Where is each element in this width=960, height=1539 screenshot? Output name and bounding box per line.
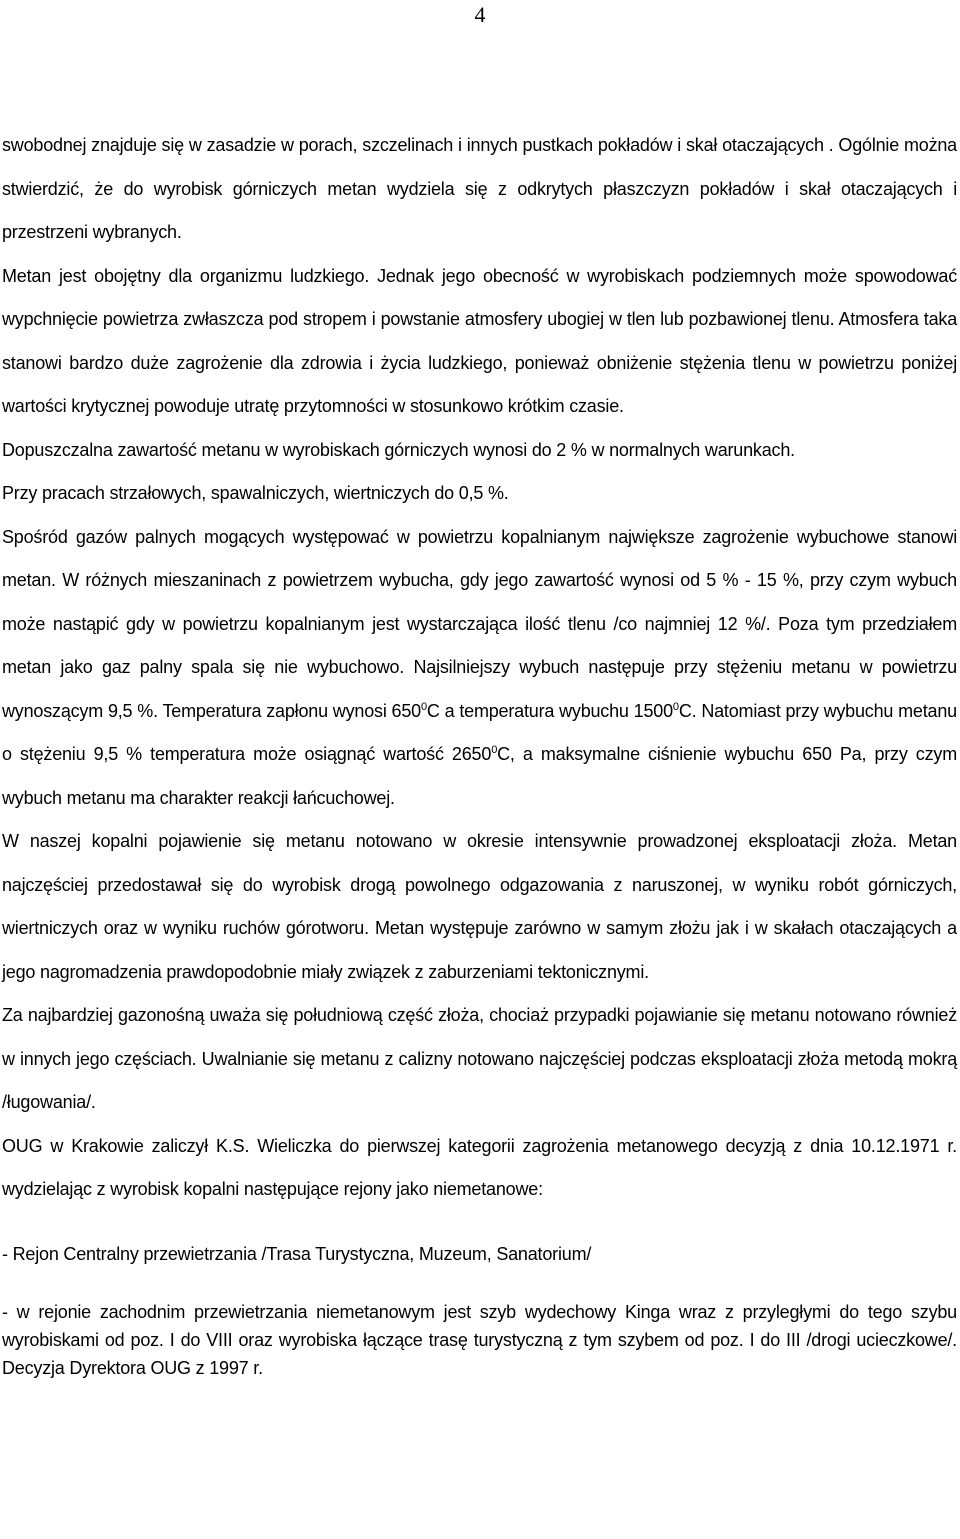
list-item: - w rejonie zachodnim przewietrzania niemetanowym jest szyb wydechowy Kinga wraz z przyległymi do tego szybu wyrobiskami od poz. I do VIII oraz wyrobiska łączące trasę turystyczną z tym szybem od poz. I do III /drogi ucieczkowe/. Decyzja Dyrektora OUG z 1997 r. — [2, 1301, 957, 1378]
explosion-text-c: C. Natomiast przy wybuchu metanu o stężeniu 9,5 % temperatura może osiągnąć wartość 2650 — [2, 700, 957, 764]
paragraph-oug-decision: OUG w Krakowie zaliczył K.S. Wieliczka do pierwszej kategorii zagrożenia metanowego decyzją z dnia 10.12.1971 r. wydzielając z wyrobisk kopalni następujące rejony jako niemetanowe: — [2, 1135, 957, 1199]
paragraph-blasting-works: Przy pracach strzałowych, spawalniczych, wiertniczych do 0,5 %. — [2, 483, 509, 503]
superscript-degree-2: 0 — [672, 700, 679, 713]
paragraph-explosion-hazard — [2, 516, 957, 821]
paragraph-methane-health: Metan jest obojętny dla organizmu ludzkiego. Jednak jego obecność w wyrobiskach podziemnych może spowodować wypchnięcie powietrza zwłaszcza pod stropem i powstanie atmosfery ubogiej w tlen lub pozbawionej tlenu. Atmosfera taka stanowi bardzo duże zagrożenie dla zdrowia i życia ludzkiego, ponieważ obniżenie stężenia tlenu w powietrzu poniżej wartości krytycznej powoduje utratę przytomności w stosunkowo krótkim czasie. — [2, 265, 957, 416]
page-number: 4 — [474, 2, 486, 27]
paragraph-allowed-concentration: Dopuszczalna zawartość metanu w wyrobiskach górniczych wynosi do 2 % w normalnych warunkach. — [2, 439, 795, 460]
paragraph-gas-bearing-zone: Za najbardziej gazonośną uważa się południową część złoża, chociaż przypadki pojawianie się metanu notowano również w innych jego częściach. Uwalnianie się metanu z calizny notowano najczęściej podczas eksploatacji złoża metodą mokrą /ługowania/. — [2, 1005, 957, 1112]
paragraph-mine-methane: W naszej kopalni pojawienie się metanu notowano w okresie intensywnie prowadzonej eksploatacji złoża. Metan najczęściej przedostawał się do wyrobisk drogą powolnego odgazowania z naruszonej, w wyniku robót górniczych, wiertniczych oraz w wyniku ruchów górotworu. Metan występuje zarówno w samym złożu jak i w skałach otaczających a jego nagromadzenia prawdopodobnie miały związek z zaburzeniami tektonicznymi. — [2, 831, 957, 982]
explosion-text-d: C, a maksymalne ciśnienie wybuchu 650 Pa, przy czym wybuch metanu ma charakter reakcji łańcuchowej. — [2, 744, 958, 808]
list-item: - Rejon Centralny przewietrzania /Trasa Turystyczna, Muzeum, Sanatorium/ — [2, 1243, 592, 1264]
explosion-text-b: C a temperatura wybuchu 1500 — [426, 700, 673, 721]
non-methane-areas-list — [2, 1240, 957, 1382]
superscript-degree-1: 0 — [420, 700, 427, 713]
superscript-degree-3: 0 — [491, 744, 498, 756]
document-body — [2, 124, 957, 1382]
explosion-text-a: Spośród gazów palnych mogących występować w powietrzu kopalnianym największe zagrożenie wybuchowe stanowi metan. W różnych mieszaninach z powietrzem wybucha, gdy jego zawartość wynosi od 5 % - 15 %, przy czym wybuch może nastąpić gdy w powietrzu kopalnianym jest wystarczająca ilość tlenu /co najmniej 12 %/. Poza tym przedziałem metan jako gaz palny spala się nie wybuchowo. Najsilniejszy wybuch następuje przy stężeniu metanu w powietrzu wynoszącym 9,5 %. Temperatura zapłonu wynosi 650 — [2, 526, 957, 721]
paragraph-methane-occurrence: swobodnej znajduje się w zasadzie w porach, szczelinach i innych pustkach pokładów i skał otaczających . Ogólnie można stwierdzić, że do wyrobisk górniczych metan wydziela się z odkrytych płaszczyzn pokładów i skał otaczających i przestrzeni wybranych. — [2, 135, 957, 242]
